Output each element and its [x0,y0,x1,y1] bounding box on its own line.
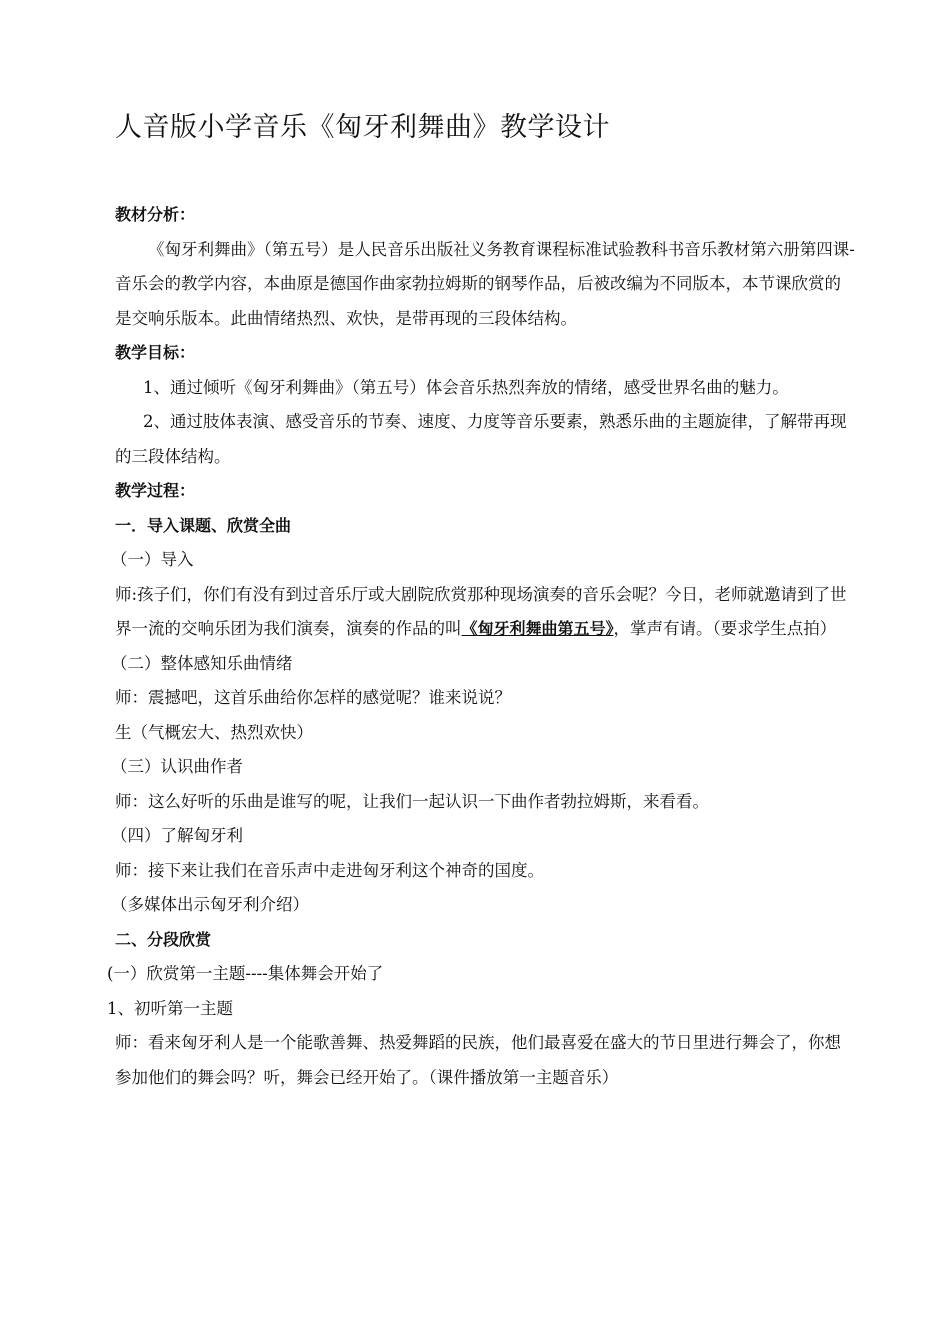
subheading-intro: （一）导入 [111,550,194,569]
part-heading-2: 二、分段欣赏 [115,929,212,949]
subheading-hungary: （四）了解匈牙利 [111,826,243,845]
part-heading-1: 一．导入课题、欣赏全曲 [115,515,292,535]
document-body [107,198,855,1095]
goal-item-1: 1、通过倾听《匈牙利舞曲》（第五号）体会音乐热烈奔放的情绪，感受世界名曲的魅力。 [143,377,789,397]
piece-title-link[interactable]: 《匈牙利舞曲第五号》 [461,619,614,638]
teacher-line-hungary: 师：接下来让我们在音乐声中走进匈牙利这个神奇的国度。 [115,860,544,880]
section-heading-analysis: 教材分析： [115,205,196,224]
teacher-line-composer: 师：这么好听的乐曲是谁写的呢，让我们一起认识一下曲作者勃拉姆斯，来看看。 [115,791,709,811]
teacher-line-intro-tail: ，掌声有请。（要求学生点拍） [613,619,837,638]
subheading-mood: （二）整体感知乐曲情绪 [111,653,293,673]
teacher-line-theme-1: 师：看来匈牙利人是一个能歌善舞、热爱舞蹈的民族，他们最喜爱在盛大的节日里进行舞会了，你想参加他们的舞会吗？听，舞会已经开始了。（课件播放第一主题音乐） [115,1033,841,1087]
analysis-paragraph: 《匈牙利舞曲》（第五号）是人民音乐出版社义务教育课程标准试验教科书音乐教材第六册第四课-音乐会的教学内容，本曲原是德国作曲家勃拉姆斯的钢琴作品，后被改编为不同版本，本节课欣赏的是交响乐版本。此曲情绪热烈、欢快，是带再现的三段体结构。 [115,239,855,328]
student-line-mood: 生（气概宏大、热烈欢快） [115,722,313,742]
goal-item-2: 2、通过肢体表演、感受音乐的节奏、速度、力度等音乐要素，熟悉乐曲的主题旋律，了解带再现的三段体结构。 [115,412,847,466]
section-heading-process: 教学过程： [115,481,196,500]
item-first-listen: 1、初听第一主题 [107,998,233,1018]
teacher-line-intro-text: 师:孩子们，你们有没有到过音乐厅或大剧院欣赏那种现场演奏的音乐会呢？今日，老师就邀请到了世界一流的交响乐团为我们演奏，演奏的作品的叫 [115,584,847,638]
subheading-theme-1: (一）欣赏第一主题----集体舞会开始了 [107,964,384,983]
note-multimedia: （多媒体出示匈牙利介绍） [111,895,309,914]
teacher-line-mood: 师：震撼吧，这首乐曲给你怎样的感觉呢？谁来说说？ [115,688,511,707]
page-title: 人音版小学音乐《匈牙利舞曲》教学设计 [115,112,610,143]
section-heading-goals: 教学目标： [115,343,196,362]
subheading-composer: （三）认识曲作者 [111,757,243,776]
teacher-line-intro [115,578,855,647]
